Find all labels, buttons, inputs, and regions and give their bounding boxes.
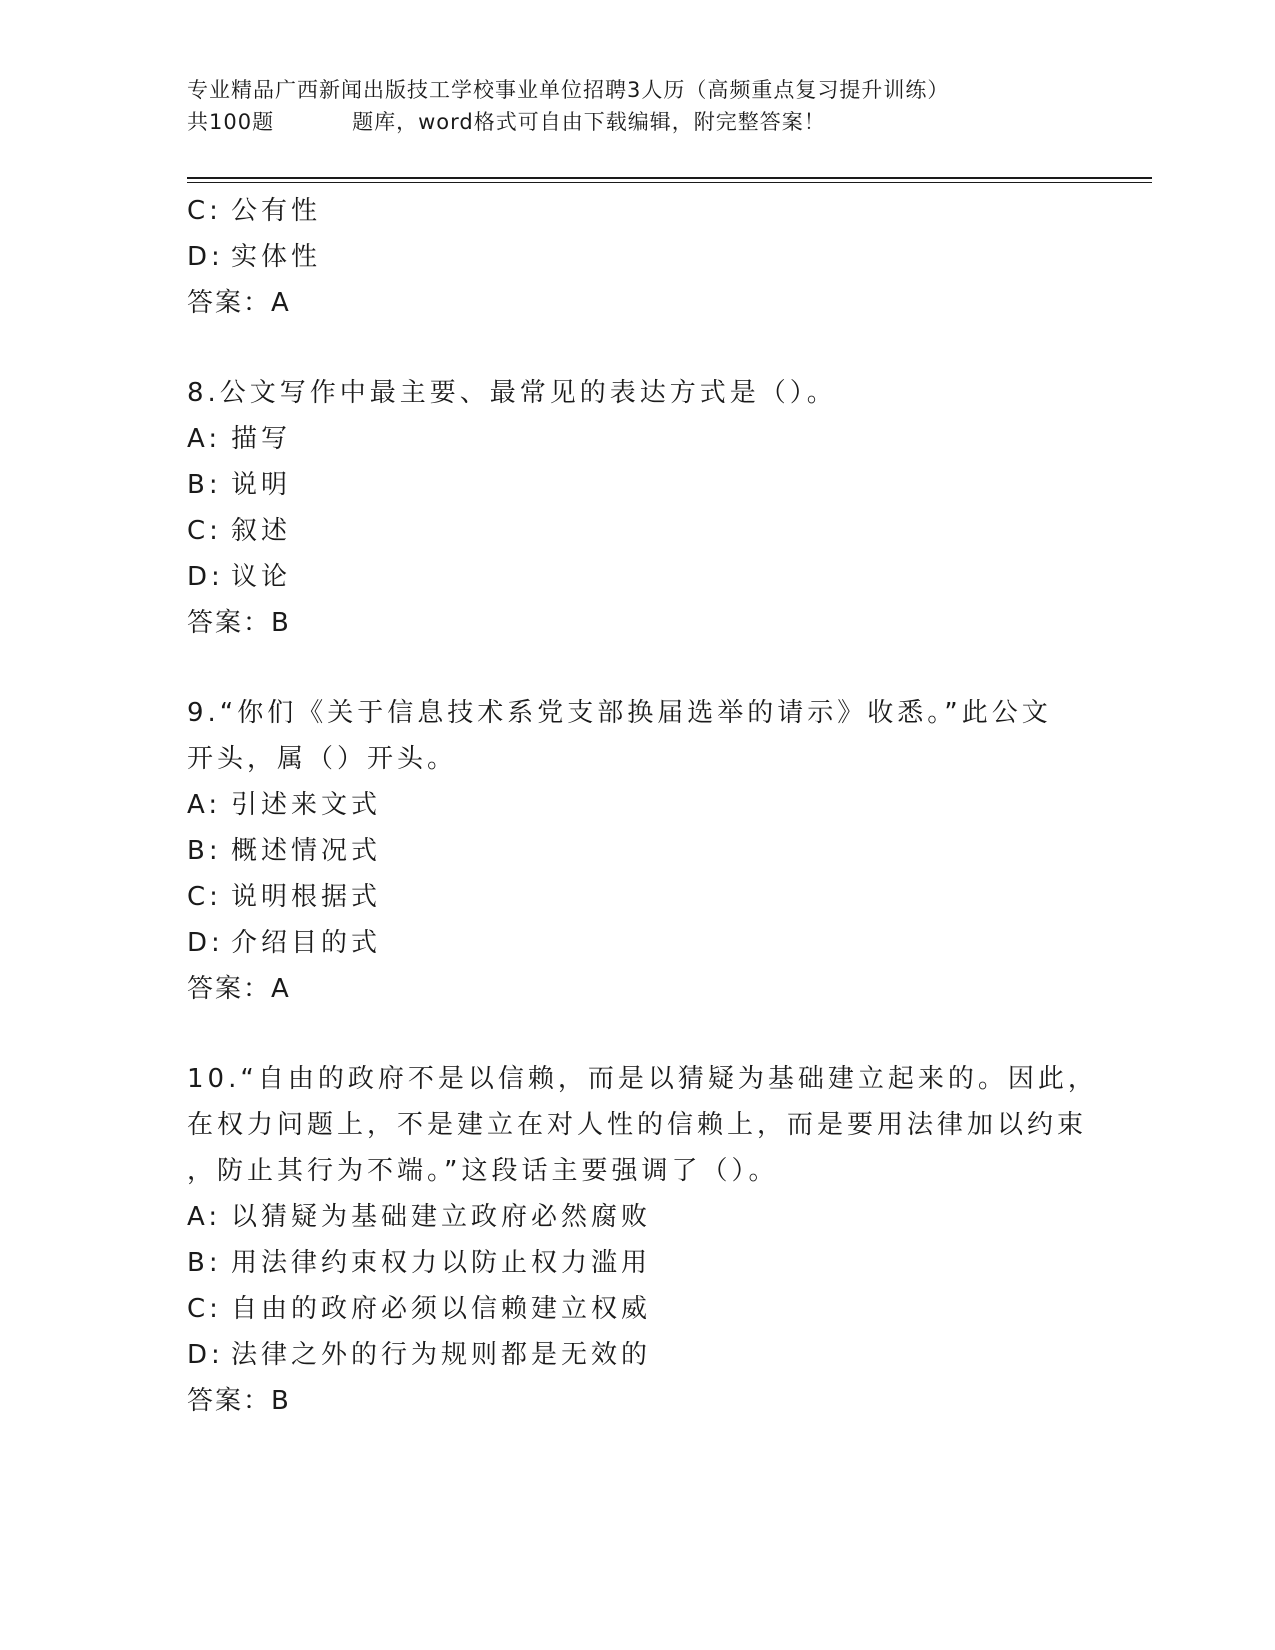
option-b xyxy=(187,462,1067,508)
header-title-line2 xyxy=(187,106,1087,138)
option-label: C: xyxy=(187,196,222,226)
option-a xyxy=(187,1194,1067,1240)
question-text-line: 10.“自由的政府不是以信赖，而是以猜疑为基础建立起来的。因此， xyxy=(187,1064,1098,1094)
question-text-line: 9.“你们《关于信息技术系党支部换届选举的请示》收悉。”此公文 xyxy=(187,698,1052,728)
option-text: 概述情况式 xyxy=(231,836,382,866)
option-d xyxy=(187,920,1067,966)
answer-line: 答案：A xyxy=(187,974,291,1004)
answer-line: 答案：B xyxy=(187,1386,291,1416)
option-label: D: xyxy=(187,1340,224,1370)
option-text: 描写 xyxy=(231,424,292,454)
option-label: C: xyxy=(187,1294,222,1324)
option-label: A: xyxy=(187,424,222,454)
answer-line: 答案：B xyxy=(187,608,291,638)
header-description: 题库，word格式可自由下载编辑，附完整答案！ xyxy=(352,110,826,134)
option-label: B: xyxy=(187,470,222,500)
question-content xyxy=(187,188,1098,1424)
option-text: 用法律约束权力以防止权力滥用 xyxy=(231,1248,652,1278)
option-d xyxy=(187,554,1067,600)
option-text: 说明根据式 xyxy=(231,882,382,912)
question-text: 8.公文写作中最主要、最常见的表达方式是（）。 xyxy=(187,378,837,408)
option-text: 以猜疑为基础建立政府必然腐败 xyxy=(231,1202,652,1232)
option-text: 引述来文式 xyxy=(231,790,382,820)
option-label: B: xyxy=(187,836,222,866)
option-a xyxy=(187,782,1067,828)
option-text: 法律之外的行为规则都是无效的 xyxy=(231,1340,652,1370)
option-label: D: xyxy=(187,928,224,958)
option-label: A: xyxy=(187,1202,222,1232)
option-text: 说明 xyxy=(231,470,292,500)
option-c xyxy=(187,188,1067,234)
option-c xyxy=(187,1286,1067,1332)
option-text: 公有性 xyxy=(231,196,322,226)
option-text: 自由的政府必须以信赖建立权威 xyxy=(231,1294,652,1324)
option-label: B: xyxy=(187,1248,222,1278)
option-label: A: xyxy=(187,790,222,820)
question-text-line: ，防止其行为不端。”这段话主要强调了（）。 xyxy=(187,1156,779,1186)
header-title-line1: 专业精品广西新闻出版技工学校事业单位招聘3人历（高频重点复习提升训练） xyxy=(187,78,950,102)
question-text-line: 在权力问题上，不是建立在对人性的信赖上，而是要用法律加以约束 xyxy=(187,1110,1088,1140)
answer-line: 答案：A xyxy=(187,288,291,318)
option-d xyxy=(187,234,1067,280)
option-text: 介绍目的式 xyxy=(231,928,382,958)
option-c xyxy=(187,874,1067,920)
question-text-line: 开头，属（）开头。 xyxy=(187,744,458,774)
header-divider-thick xyxy=(187,177,1152,179)
option-d xyxy=(187,1332,1067,1378)
option-label: C: xyxy=(187,516,222,546)
option-label: C: xyxy=(187,882,222,912)
page-header xyxy=(187,74,1087,138)
header-question-count: 共100题 xyxy=(187,110,275,134)
option-b xyxy=(187,828,1067,874)
option-text: 实体性 xyxy=(231,242,322,272)
option-text: 叙述 xyxy=(231,516,292,546)
option-label: D: xyxy=(187,242,224,272)
option-a xyxy=(187,416,1067,462)
option-b xyxy=(187,1240,1067,1286)
header-divider-thin xyxy=(187,182,1152,183)
option-text: 议论 xyxy=(231,562,292,592)
option-label: D: xyxy=(187,562,224,592)
option-c xyxy=(187,508,1067,554)
